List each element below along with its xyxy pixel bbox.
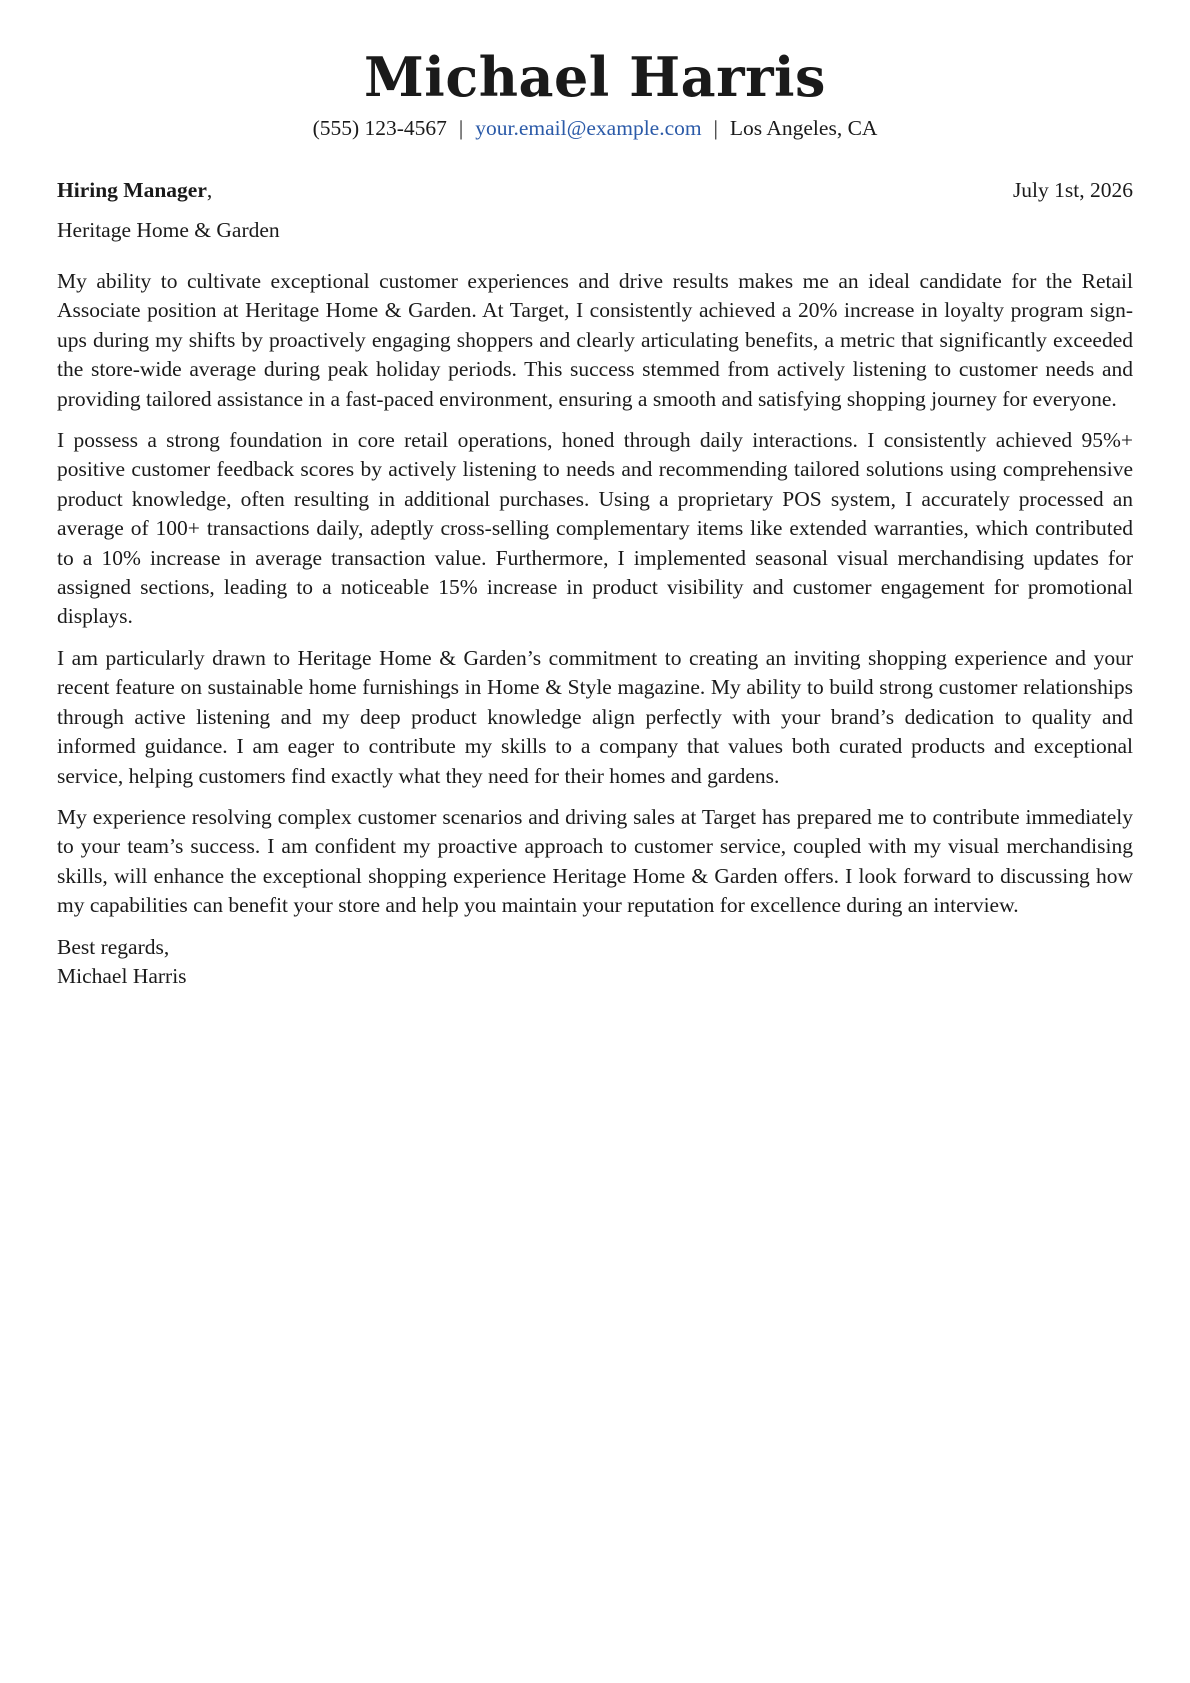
recipient-row	[57, 175, 1133, 205]
body-paragraph: My ability to cultivate exceptional customer experiences and drive results makes me an ideal candidate for the Retail Associate position at Heritage Home & Garden. At Target, I consistently achieved a 20% increase in loyalty program sign-ups during my shifts by proactively engaging shoppers and clearly articulating benefits, a metric that significantly exceeded the store-wide average during peak holiday periods. This success stemmed from actively listening to customer needs and providing tailored assistance in a fast-paced environment, ensuring a smooth and satisfying shopping journey for everyone.	[57, 269, 1133, 411]
contact-separator: |	[458, 116, 464, 140]
applicant-name: Michael Harris	[364, 45, 826, 109]
body-paragraph: My experience resolving complex customer scenarios and driving sales at Target has prepared me to contribute immediately to your team’s success. I am confident my proactive approach to customer service, coupled with my visual merchandising skills, will enhance the exceptional shopping experience Heritage Home & Garden offers. I look forward to discussing how my capabilities can benefit your store and help you maintain your reputation for excellence during an interview.	[57, 804, 1133, 918]
contact-separator: |	[713, 116, 718, 140]
closing-block	[57, 933, 1133, 992]
email-link[interactable]: your.email@example.com	[475, 116, 702, 140]
salutation-comma: ,	[206, 178, 213, 202]
letter-body	[57, 267, 1133, 921]
phone-number: (555) 123-4567	[312, 116, 447, 140]
company-name: Heritage Home & Garden	[57, 218, 280, 242]
contact-line	[57, 113, 1133, 143]
location: Los Angeles, CA	[729, 116, 878, 140]
sign-off: Best regards,	[57, 934, 170, 959]
body-paragraph: I possess a strong foundation in core retail operations, honed through daily interactions. I consistently achieved 95%+ positive customer feedback scores by actively listening to needs and recommending tailored solutions using comprehensive product knowledge, often resulting in additional purchases. Using a proprietary POS system, I accurately processed an average of 100+ transactions daily, adeptly cross-selling complementary items like extended warranties, which contributed to a 10% increase in average transaction value. Furthermore, I implemented seasonal visual merchandising updates for assigned sections, leading to a noticeable 15% increase in product visibility and customer engagement for promotional displays.	[57, 428, 1133, 629]
salutation	[57, 175, 212, 205]
signature-name: Michael Harris	[57, 963, 187, 988]
letter-date: July 1st, 2026	[1012, 178, 1133, 202]
body-paragraph: I am particularly drawn to Heritage Home & Garden’s commitment to creating an inviting shopping experience and your recent feature on sustainable home furnishings in Home & Style magazine. My ability to build strong customer relationships through active listening and my deep product knowledge align perfectly with your brand’s dedication to quality and informed guidance. I am eager to contribute my skills to a company that values both curated products and exceptional service, helping customers find exactly what they need for their homes and gardens.	[57, 645, 1133, 788]
recipient-title: Hiring Manager	[57, 178, 207, 202]
